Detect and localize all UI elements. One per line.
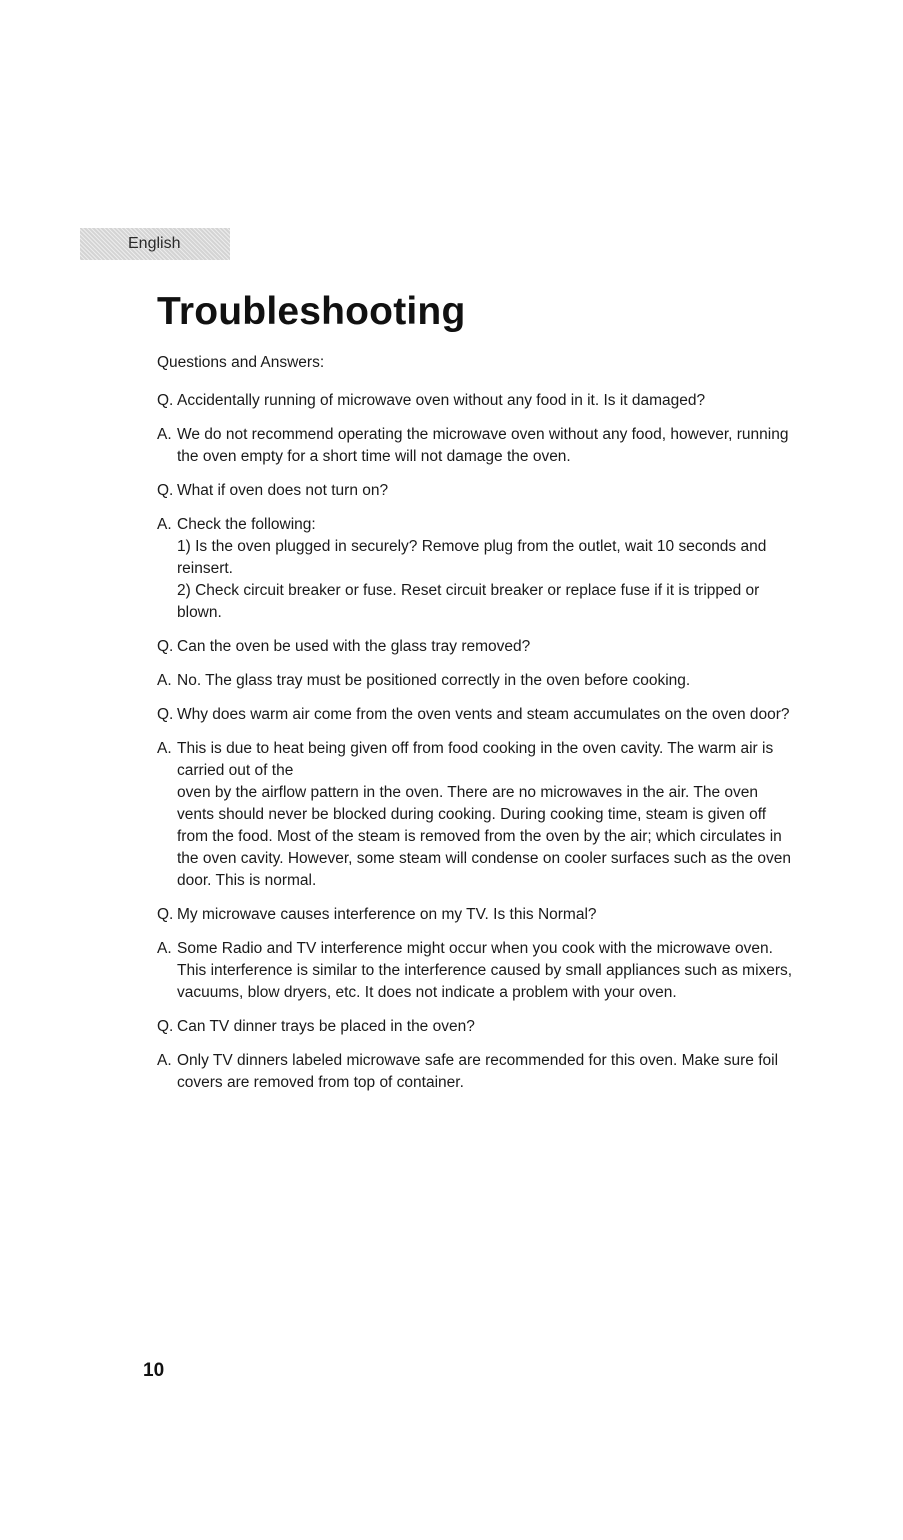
question-6 [157,1016,797,1038]
answer-prefix: A. [157,672,172,689]
question-text: Can the oven be used with the glass tray removed? [177,638,531,655]
question-text: Accidentally running of microwave oven without any food in it. Is it damaged? [177,392,706,409]
question-prefix: Q. [157,482,174,499]
question-4 [157,704,797,726]
answer-2 [157,514,797,624]
question-5 [157,904,797,926]
answer-6 [157,1050,797,1094]
answer-text: No. The glass tray must be positioned correctly in the oven before cooking. [177,672,691,689]
question-text: Can TV dinner trays be placed in the oven? [177,1018,475,1035]
question-prefix: Q. [157,706,174,723]
answer-prefix: A. [157,426,172,443]
question-text: My microwave causes interference on my TV. Is this Normal? [177,906,597,923]
answer-text-continued: oven by the airflow pattern in the oven. There are no microwaves in the air. The oven vents should never be blocked during cooking. During cooking time, steam is given off from the food. Most of the steam is removed from the oven by the air; which circulates in the oven cavity. However, some steam will condense on cooler surfaces such as the oven door. This is normal. [177,784,791,889]
answer-prefix: A. [157,940,172,957]
answer-prefix: A. [157,1052,172,1069]
answer-4 [157,738,797,892]
question-text: What if oven does not turn on? [177,482,389,499]
answer-text: Some Radio and TV interference might occur when you cook with the microwave oven. This interference is similar to the interference caused by small appliances such as mixers, vacuums, blow dryers, etc. It does not indicate a problem with your oven. [177,940,793,1001]
answer-text: This is due to heat being given off from food cooking in the oven cavity. The warm air is carried out of the [177,740,774,779]
question-prefix: Q. [157,392,174,409]
answer-prefix: A. [157,516,172,533]
check-step: 1) Is the oven plugged in securely? Remove plug from the outlet, wait 10 seconds and reinsert. [177,538,767,577]
language-tab [80,228,230,260]
page-number: 10 [143,1360,165,1381]
answer-5 [157,938,797,1004]
intro-text: Questions and Answers: [157,354,325,371]
question-prefix: Q. [157,906,174,923]
check-step: 2) Check circuit breaker or fuse. Reset circuit breaker or replace fuse if it is tripped or blown. [177,582,760,621]
question-2 [157,480,797,502]
answer-text: We do not recommend operating the microwave oven without any food, however, running the oven empty for a short time will not damage the oven. [177,426,789,465]
answer-intro: Check the following: [177,516,316,533]
answer-prefix: A. [157,740,172,757]
language-label: English [128,235,181,252]
qa-section [157,352,797,1106]
question-prefix: Q. [157,1018,174,1035]
check-steps-list [177,536,797,624]
answer-text: Only TV dinners labeled microwave safe are recommended for this oven. Make sure foil covers are removed from top of container. [177,1052,779,1091]
answer-3 [157,670,797,692]
question-1 [157,390,797,412]
page-title: Troubleshooting [157,290,466,333]
question-3 [157,636,797,658]
question-text: Why does warm air come from the oven vents and steam accumulates on the oven door? [177,706,790,723]
answer-1 [157,424,797,468]
question-prefix: Q. [157,638,174,655]
